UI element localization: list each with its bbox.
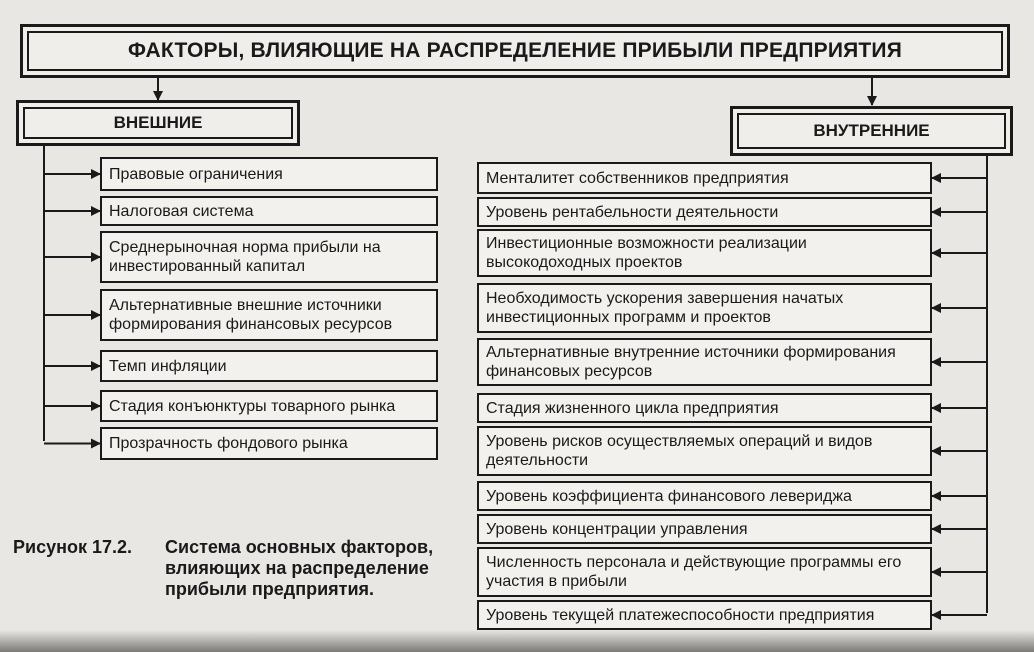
external-factor: Альтернативные внешние источники формирования финансовых ресурсов: [100, 289, 438, 341]
external-factor: Стадия конъюнктуры товарного рынка: [100, 390, 438, 422]
internal-factor: Уровень рисков осуществляемых операций и видов деятельности: [477, 426, 932, 476]
internal-factor: Менталитет собственников предприятия: [477, 162, 932, 194]
external-factor: Прозрачность фондового рынка: [100, 427, 438, 460]
external-factor: Темп инфляции: [100, 350, 438, 382]
internal-group-box: [730, 106, 1013, 156]
internal-group-label: ВНУТРЕННИЕ: [737, 113, 1006, 149]
internal-factor: Уровень текущей платежеспособности предприятия: [477, 600, 932, 630]
internal-factor: Уровень концентрации управления: [477, 514, 932, 544]
internal-factor: Стадия жизненного цикла предприятия: [477, 393, 932, 423]
internal-factor: Необходимость ускорения завершения начатых инвестиционных программ и проектов: [477, 283, 932, 333]
diagram-title-box: [20, 24, 1010, 78]
figure-caption-label: Рисунок 17.2.: [13, 537, 133, 557]
external-factor: Среднерыночная норма прибыли на инвестированный капитал: [100, 231, 438, 283]
internal-factor: Альтернативные внутренние источники формирования финансовых ресурсов: [477, 338, 932, 386]
internal-factor: Уровень коэффициента финансового левериджа: [477, 481, 932, 511]
internal-factor: Инвестиционные возможности реализации высокодоходных проектов: [477, 229, 932, 277]
figure-caption-text: Система основных факторов, влияющих на распределение прибыли предприятия.: [165, 537, 434, 599]
external-factor: Налоговая система: [100, 196, 438, 226]
page-bottom-shadow: [0, 630, 1034, 652]
external-group-label: ВНЕШНИЕ: [23, 107, 293, 139]
external-factor: Правовые ограничения: [100, 157, 438, 191]
external-group-box: [16, 100, 300, 146]
internal-factor: Уровень рентабельности деятельности: [477, 197, 932, 227]
figure-caption: [13, 537, 453, 600]
diagram-title: ФАКТОРЫ, ВЛИЯЮЩИЕ НА РАСПРЕДЕЛЕНИЕ ПРИБЫЛИ ПРЕДПРИЯТИЯ: [27, 31, 1003, 71]
internal-factor: Численность персонала и действующие программы его участия в прибыли: [477, 547, 932, 597]
